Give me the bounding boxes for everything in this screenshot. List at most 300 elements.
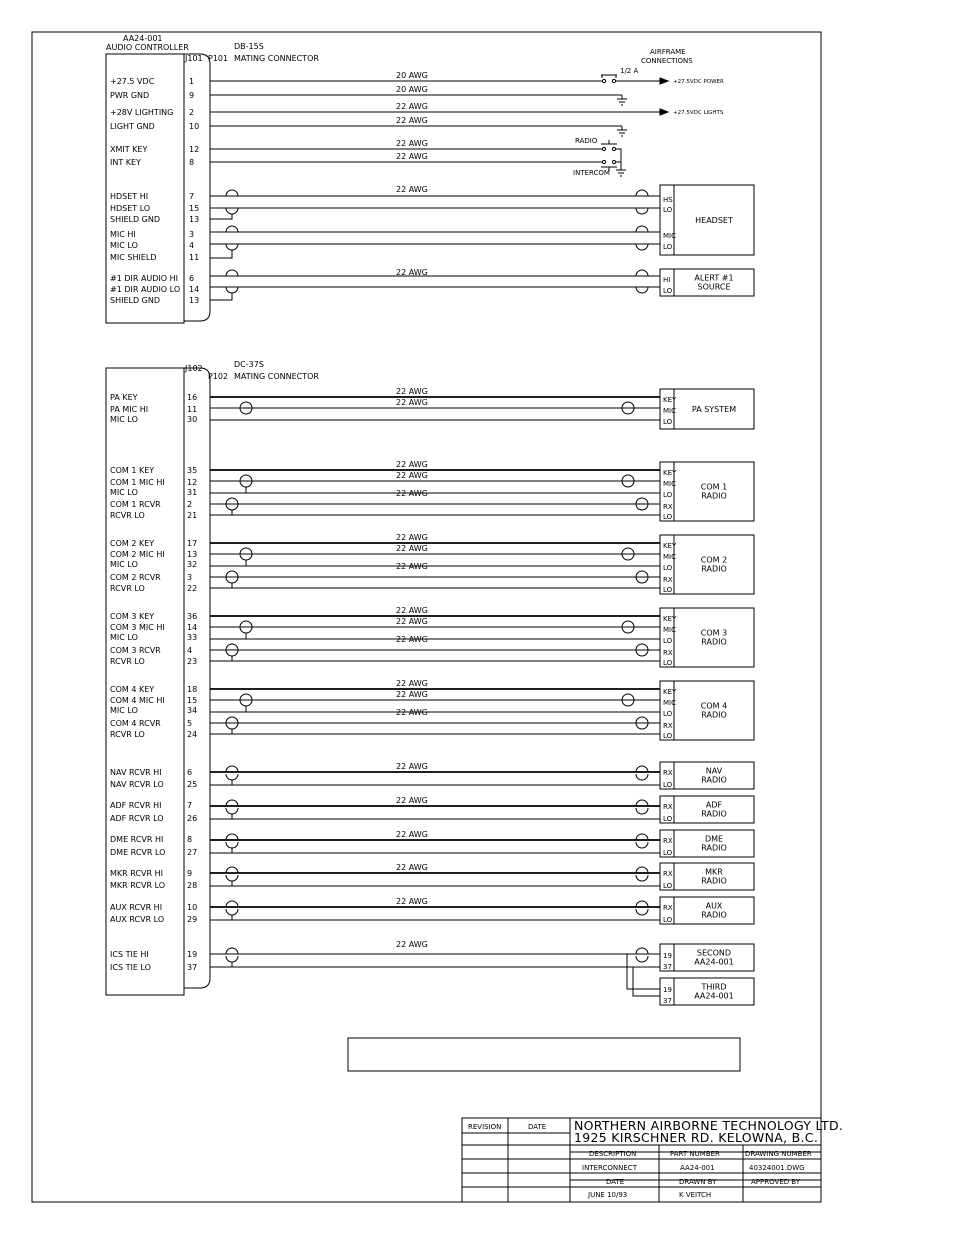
fuse-terminal-right bbox=[612, 79, 615, 82]
device-pin-label: KEY bbox=[663, 688, 677, 696]
j101-pin-number: 2 bbox=[189, 108, 195, 117]
j102-pin-number: 17 bbox=[187, 539, 198, 548]
date-label: DATE bbox=[606, 1178, 625, 1186]
device-pin-label: LO bbox=[663, 243, 673, 251]
j101-pin-number: 13 bbox=[189, 215, 200, 224]
key-ground bbox=[616, 149, 626, 176]
device-name: SECOND bbox=[696, 948, 732, 958]
wire-gauge: 22 AWG bbox=[396, 897, 428, 906]
j101-pin-label: MIC SHIELD bbox=[110, 253, 157, 262]
j102-pin-label: AUX RCVR HI bbox=[110, 903, 163, 912]
wire-gauge: 22 AWG bbox=[396, 708, 428, 717]
j101-pin-label: MIC HI bbox=[110, 230, 136, 239]
approved-by-label: APPROVED BY bbox=[751, 1178, 801, 1186]
shield-drain bbox=[210, 510, 232, 515]
device-pin-label: LO bbox=[663, 418, 673, 426]
device-name: AUX bbox=[705, 901, 723, 911]
j102-pin-number: 36 bbox=[187, 612, 198, 621]
shield-drain bbox=[210, 560, 246, 566]
intercom-switch-a bbox=[602, 160, 605, 163]
title-block bbox=[462, 1118, 843, 1202]
radio-switch-a bbox=[602, 147, 605, 150]
shield-drain bbox=[210, 214, 232, 219]
device-subname: RADIO bbox=[701, 809, 727, 819]
shield-ring-top bbox=[226, 800, 238, 806]
wire-gauge: 22 AWG bbox=[396, 830, 428, 839]
j102-pin-label: MIC LO bbox=[110, 488, 138, 497]
device-name: COM 3 bbox=[700, 628, 728, 638]
shield-drain bbox=[210, 729, 232, 734]
description-value: INTERCONNECT bbox=[582, 1164, 637, 1172]
j102-type: DC-37S bbox=[234, 360, 264, 369]
shield-ring-bottom bbox=[636, 808, 648, 814]
shield-drain bbox=[210, 583, 232, 588]
controller-name: AUDIO CONTROLLER bbox=[106, 43, 189, 52]
shield-ring-bottom bbox=[226, 208, 238, 214]
wire-gauge: 22 AWG bbox=[396, 533, 428, 542]
j101-pin-number: 1 bbox=[189, 77, 195, 86]
device-name: MKR bbox=[705, 867, 723, 877]
j102-pin-number: 22 bbox=[187, 584, 198, 593]
revision-header: REVISION bbox=[468, 1123, 502, 1131]
j102-pin-label: COM 1 RCVR bbox=[110, 500, 161, 509]
j102-pin-label: ADF RCVR LO bbox=[110, 814, 164, 823]
device-pin-label: LO bbox=[663, 206, 673, 214]
j102-pin-label: ICS TIE HI bbox=[110, 950, 149, 959]
device-name: COM 4 bbox=[700, 701, 728, 711]
j101-pin-label: SHIELD GND bbox=[110, 296, 161, 305]
shield-ring-top bbox=[636, 571, 648, 577]
j101-pin-label: MIC LO bbox=[110, 241, 138, 250]
ground-symbol-light bbox=[617, 126, 627, 136]
j102-block bbox=[106, 368, 184, 995]
shield-ring-bottom bbox=[240, 408, 252, 414]
shield-ring-bottom bbox=[622, 554, 634, 560]
device-pin-label: LO bbox=[663, 513, 673, 521]
j102-ref: J102 bbox=[185, 364, 203, 373]
j102-pin-label: COM 2 KEY bbox=[110, 539, 155, 548]
awg-lighting: 22 AWG bbox=[396, 102, 428, 111]
device-pin-label: LO bbox=[663, 732, 673, 740]
j101-pin-label: PWR GND bbox=[110, 91, 150, 100]
airframe-label-1: AIRFRAME bbox=[650, 48, 686, 56]
j101-type: DB-15S bbox=[234, 42, 264, 51]
company-name: NORTHERN AIRBORNE TECHNOLOGY LTD. bbox=[574, 1118, 844, 1133]
j102-pin-label: COM 4 KEY bbox=[110, 685, 155, 694]
j101-pin-list bbox=[110, 77, 199, 305]
shield-ring-bottom bbox=[226, 909, 238, 915]
shield-ring-top bbox=[226, 867, 238, 873]
wire-gauge: 22 AWG bbox=[396, 387, 428, 396]
shield-ring-bottom bbox=[226, 842, 238, 848]
j102-pin-number: 21 bbox=[187, 511, 198, 520]
drawing-number-value: 40324001.DWG bbox=[749, 1164, 805, 1172]
shield-ring-top bbox=[622, 621, 634, 627]
device-pin-label: 19 bbox=[663, 986, 672, 994]
j102-pin-number: 24 bbox=[187, 730, 198, 739]
j102-pin-label: COM 1 KEY bbox=[110, 466, 155, 475]
device-pin-label: LO bbox=[663, 586, 673, 594]
device-pin-label: 37 bbox=[663, 963, 672, 971]
j102-pin-label: COM 4 MIC HI bbox=[110, 696, 165, 705]
p101-connector-shell bbox=[184, 54, 210, 321]
j102-pin-number: 8 bbox=[187, 835, 193, 844]
lights-label: +27.5VDC LIGHTS bbox=[673, 110, 724, 116]
drawing-number-label: DRAWING NUMBER bbox=[745, 1150, 812, 1158]
awg-alert: 22 AWG bbox=[396, 268, 428, 277]
wire-gauge: 22 AWG bbox=[396, 635, 428, 644]
device-pin-label: LO bbox=[663, 710, 673, 718]
j101-pin-label: +28V LIGHTING bbox=[110, 108, 174, 117]
j101-pin-number: 9 bbox=[189, 91, 195, 100]
shield-ring-bottom bbox=[636, 650, 648, 656]
device-pin-label: LO bbox=[663, 564, 673, 572]
device-name: COM 1 bbox=[700, 482, 728, 492]
j101-pin-label: +27.5 VDC bbox=[110, 77, 155, 86]
j102-pin-label: MIC LO bbox=[110, 415, 138, 424]
j102-pin-number: 18 bbox=[187, 685, 198, 694]
device-pin-label: MIC bbox=[663, 407, 676, 415]
j101-pin-label: HDSET HI bbox=[110, 192, 149, 201]
device-pin-label: LO bbox=[663, 287, 673, 295]
shield-drain bbox=[210, 706, 246, 712]
drawn-by-label: DRAWN BY bbox=[679, 1178, 717, 1186]
shield-ring-bottom bbox=[226, 650, 238, 656]
device-subname: AA24-001 bbox=[694, 957, 734, 967]
device-pin-label: RX bbox=[663, 649, 673, 657]
device-pin-label: LO bbox=[663, 659, 673, 667]
company-address: 1925 KIRSCHNER RD. KELOWNA, B.C. bbox=[574, 1130, 819, 1145]
wire-gauge: 22 AWG bbox=[396, 796, 428, 805]
p101-ref: P101 bbox=[208, 54, 229, 63]
shield-ring-top bbox=[226, 226, 238, 232]
j102-pin-label: NAV RCVR LO bbox=[110, 780, 164, 789]
shield-ring-bottom bbox=[226, 723, 238, 729]
j102-pin-label: RCVR LO bbox=[110, 584, 145, 593]
shield-drain bbox=[210, 814, 232, 819]
ground-symbol-pwr bbox=[617, 95, 627, 105]
intercom-switch-b bbox=[612, 160, 615, 163]
device-subname: SOURCE bbox=[697, 282, 731, 292]
shield-ring-top bbox=[240, 475, 252, 481]
device-name: PA SYSTEM bbox=[691, 405, 737, 414]
power-label: +27.5VDC POWER bbox=[673, 79, 724, 85]
shield-ring-bottom bbox=[226, 577, 238, 583]
radio-switch-b bbox=[612, 147, 615, 150]
shield-ring-top bbox=[636, 498, 648, 504]
airframe-label-2: CONNECTIONS bbox=[641, 57, 693, 65]
p101-label: MATING CONNECTOR bbox=[234, 54, 319, 63]
j102-pin-label: MIC LO bbox=[110, 706, 138, 715]
awg-power: 20 AWG bbox=[396, 71, 428, 80]
device-name: NAV bbox=[705, 766, 723, 776]
j102-pin-number: 19 bbox=[187, 950, 198, 959]
device-subname: RADIO bbox=[701, 910, 727, 920]
device-pin-label: 19 bbox=[663, 952, 672, 960]
j102-pin-number: 31 bbox=[187, 488, 198, 497]
shield-ring-bottom bbox=[636, 723, 648, 729]
device-name: HEADSET bbox=[695, 216, 733, 225]
j102-pin-label: COM 4 RCVR bbox=[110, 719, 161, 728]
j102-pin-label: MIC LO bbox=[110, 633, 138, 642]
j102-pin-label: COM 3 RCVR bbox=[110, 646, 161, 655]
shield-ring-bottom bbox=[636, 956, 648, 962]
j102-pin-number: 6 bbox=[187, 768, 193, 777]
j102-pin-label: COM 1 MIC HI bbox=[110, 478, 165, 487]
shield-ring-top bbox=[636, 800, 648, 806]
description-label: DESCRIPTION bbox=[589, 1150, 637, 1158]
device-pin-label: LO bbox=[663, 882, 673, 890]
j102-pin-number: 12 bbox=[187, 478, 198, 487]
j102-pin-number: 5 bbox=[187, 719, 193, 728]
j102-pin-number: 9 bbox=[187, 869, 193, 878]
j102-pin-number: 28 bbox=[187, 881, 198, 890]
device-pin-label: 37 bbox=[663, 997, 672, 1005]
j102-pin-label: AUX RCVR LO bbox=[110, 915, 165, 924]
shield-ring-bottom bbox=[636, 875, 648, 881]
power-arrow bbox=[660, 78, 668, 84]
j102-pin-number: 13 bbox=[187, 550, 198, 559]
device-pin-label: RX bbox=[663, 769, 673, 777]
device-pin-label: MIC bbox=[663, 553, 676, 561]
shield-ring-bottom bbox=[226, 956, 238, 962]
j102-pin-number: 35 bbox=[187, 466, 198, 475]
device-name: ADF bbox=[705, 800, 723, 810]
device-pin-label: LO bbox=[663, 916, 673, 924]
shield-ring-top bbox=[622, 475, 634, 481]
shield-drain bbox=[210, 962, 232, 967]
shield-ring-top bbox=[240, 621, 252, 627]
shield-ring-bottom bbox=[636, 577, 648, 583]
j102-pin-number: 10 bbox=[187, 903, 198, 912]
fuse-terminal-left bbox=[602, 79, 605, 82]
shield-ring-top bbox=[226, 571, 238, 577]
shield-ring-top bbox=[226, 766, 238, 772]
device-name: ALERT #1 bbox=[694, 273, 734, 283]
wire-gauge: 22 AWG bbox=[396, 679, 428, 688]
j101-pin-label: XMIT KEY bbox=[110, 145, 148, 154]
device-pin-label: LO bbox=[663, 849, 673, 857]
device-pin-label: MIC bbox=[663, 699, 676, 707]
wire-gauge: 22 AWG bbox=[396, 489, 428, 498]
controller-model: AA24-001 bbox=[123, 34, 163, 43]
shield-ring-bottom bbox=[226, 774, 238, 780]
device-pin-label: LO bbox=[663, 491, 673, 499]
j102-pin-number: 3 bbox=[187, 573, 193, 582]
j102-pin-number: 34 bbox=[187, 706, 198, 715]
j101-pin-number: 10 bbox=[189, 122, 200, 131]
j102-pin-label: ICS TIE LO bbox=[110, 963, 151, 972]
shield-drain bbox=[210, 656, 232, 661]
j102-pin-number: 23 bbox=[187, 657, 198, 666]
shield-ring-bottom bbox=[226, 875, 238, 881]
shield-ring-bottom bbox=[636, 287, 648, 293]
shield-ring-top bbox=[636, 948, 648, 954]
p102-ref: P102 bbox=[208, 372, 229, 381]
wire-gauge: 22 AWG bbox=[396, 606, 428, 615]
device-pin-label: LO bbox=[663, 781, 673, 789]
device-pin-label: RX bbox=[663, 576, 673, 584]
j101-pin-number: 8 bbox=[189, 158, 195, 167]
shield-ring-bottom bbox=[622, 408, 634, 414]
device-pin-label: RX bbox=[663, 722, 673, 730]
awg-xmit: 22 AWG bbox=[396, 139, 428, 148]
j102-pin-label: DME RCVR HI bbox=[110, 835, 164, 844]
shield-ring-bottom bbox=[636, 909, 648, 915]
shield-ring-bottom bbox=[636, 244, 648, 250]
shield-drain bbox=[210, 915, 232, 920]
j101-pin-number: 7 bbox=[189, 192, 195, 201]
device-subname: RADIO bbox=[701, 775, 727, 785]
device-name: THIRD bbox=[701, 982, 727, 992]
j102-pin-number: 11 bbox=[187, 405, 198, 414]
shield-ring-bottom bbox=[240, 700, 252, 706]
j101-pin-label: #1 DIR AUDIO LO bbox=[110, 285, 181, 294]
shield-ring-bottom bbox=[622, 481, 634, 487]
shield-ring-bottom bbox=[226, 808, 238, 814]
device-pin-label: KEY bbox=[663, 396, 677, 404]
shield-drain bbox=[210, 780, 232, 785]
j102-pin-number: 2 bbox=[187, 500, 193, 509]
j101-pin-label: INT KEY bbox=[110, 158, 141, 167]
radio-switch-actuator bbox=[601, 140, 617, 144]
shield-ring-top bbox=[636, 190, 648, 196]
wire-gauge: 22 AWG bbox=[396, 398, 428, 407]
device-pin-label: MIC bbox=[663, 626, 676, 634]
shield-ring-top bbox=[226, 644, 238, 650]
device-pin-label: RX bbox=[663, 503, 673, 511]
shield-ring-top bbox=[636, 717, 648, 723]
j102-pin-label: PA KEY bbox=[110, 393, 138, 402]
drawn-by-value: K VEITCH bbox=[679, 1191, 712, 1199]
device-pin-label: KEY bbox=[663, 542, 677, 550]
device-pin-label: HS bbox=[663, 196, 673, 204]
j102-pin-number: 33 bbox=[187, 633, 198, 642]
j102-pin-number: 16 bbox=[187, 393, 198, 402]
j102-pin-label: MIC LO bbox=[110, 560, 138, 569]
j102-pin-number: 32 bbox=[187, 560, 198, 569]
shield-ring-top bbox=[636, 867, 648, 873]
shield-ring-bottom bbox=[636, 504, 648, 510]
j102-pin-number: 25 bbox=[187, 780, 198, 789]
shield-ring-bottom bbox=[622, 627, 634, 633]
j102-pin-label: COM 3 MIC HI bbox=[110, 623, 165, 632]
radio-key-label: RADIO bbox=[575, 137, 598, 145]
j102-pin-label: RCVR LO bbox=[110, 511, 145, 520]
ics-tie-hi-branch bbox=[627, 954, 660, 989]
j102-pin-number: 26 bbox=[187, 814, 198, 823]
notes-box bbox=[348, 1038, 740, 1071]
wire-gauge: 22 AWG bbox=[396, 471, 428, 480]
shield-ring-top bbox=[240, 548, 252, 554]
j102-pin-number: 30 bbox=[187, 415, 198, 424]
j102-pin-label: COM 2 MIC HI bbox=[110, 550, 165, 559]
shield-ring-top bbox=[226, 190, 238, 196]
j102-pin-label: PA MIC HI bbox=[110, 405, 149, 414]
j102-pin-label: ADF RCVR HI bbox=[110, 801, 162, 810]
j101-pin-number: 13 bbox=[189, 296, 200, 305]
shield-drain bbox=[210, 293, 232, 300]
j101-pin-number: 6 bbox=[189, 274, 195, 283]
j102-pin-label: COM 2 RCVR bbox=[110, 573, 161, 582]
wire-gauge: 22 AWG bbox=[396, 863, 428, 872]
j101-pin-number: 11 bbox=[189, 253, 200, 262]
device-pin-label: HI bbox=[663, 276, 671, 284]
device-pin-label: LO bbox=[663, 637, 673, 645]
fuse-symbol bbox=[601, 75, 617, 78]
j102-pin-number: 7 bbox=[187, 801, 193, 810]
shielded-wire-runs bbox=[210, 190, 660, 996]
p102-label: MATING CONNECTOR bbox=[234, 372, 319, 381]
device-name: DME bbox=[704, 834, 724, 844]
j102-pin-number: 15 bbox=[187, 696, 198, 705]
device-subname: RADIO bbox=[701, 710, 727, 720]
wire-gauge: 22 AWG bbox=[396, 940, 428, 949]
j101-ref: J101 bbox=[185, 54, 203, 63]
j102-pin-label: RCVR LO bbox=[110, 657, 145, 666]
j101-pin-label: #1 DIR AUDIO HI bbox=[110, 274, 179, 283]
shield-ring-bottom bbox=[636, 208, 648, 214]
wire-gauge: 22 AWG bbox=[396, 460, 428, 469]
shield-drain bbox=[210, 487, 246, 493]
device-pin-label: LO bbox=[663, 815, 673, 823]
shield-ring-top bbox=[636, 834, 648, 840]
lights-arrow bbox=[660, 109, 668, 115]
device-pin-label: MIC bbox=[663, 480, 676, 488]
date-header: DATE bbox=[528, 1123, 547, 1131]
shield-ring-top bbox=[240, 402, 252, 408]
j102-pin-label: RCVR LO bbox=[110, 730, 145, 739]
j101-pin-number: 4 bbox=[189, 241, 195, 250]
shield-ring-top bbox=[240, 694, 252, 700]
awg-headset: 22 AWG bbox=[396, 185, 428, 194]
j101-pin-number: 14 bbox=[189, 285, 200, 294]
j101-pin-number: 3 bbox=[189, 230, 195, 239]
device-subname: RADIO bbox=[701, 564, 727, 574]
j102-pin-number: 27 bbox=[187, 848, 198, 857]
device-pin-label: KEY bbox=[663, 469, 677, 477]
awg-light-gnd: 22 AWG bbox=[396, 116, 428, 125]
shield-ring-top bbox=[636, 226, 648, 232]
j101-pin-number: 15 bbox=[189, 204, 200, 213]
shield-ring-bottom bbox=[636, 774, 648, 780]
j102-pin-number: 4 bbox=[187, 646, 193, 655]
shield-ring-bottom bbox=[226, 287, 238, 293]
shield-drain bbox=[210, 633, 246, 639]
shield-ring-bottom bbox=[240, 481, 252, 487]
j102-pin-number: 29 bbox=[187, 915, 198, 924]
intercom-key-label: INTERCOM bbox=[573, 169, 610, 177]
shield-ring-top bbox=[636, 644, 648, 650]
shield-drain bbox=[210, 881, 232, 886]
shield-ring-top bbox=[636, 270, 648, 276]
part-number-label: PART NUMBER bbox=[670, 1150, 720, 1158]
j102-pin-label: DME RCVR LO bbox=[110, 848, 166, 857]
date-value: JUNE 10/93 bbox=[588, 1191, 628, 1199]
shield-ring-bottom bbox=[226, 504, 238, 510]
j102-pin-label: MKR RCVR LO bbox=[110, 881, 166, 890]
wire-gauge: 22 AWG bbox=[396, 562, 428, 571]
device-subname: AA24-001 bbox=[694, 991, 734, 1001]
device-pin-label: RX bbox=[663, 904, 673, 912]
shield-ring-top bbox=[226, 901, 238, 907]
device-pin-label: KEY bbox=[663, 615, 677, 623]
shield-ring-bottom bbox=[622, 700, 634, 706]
device-pin-label: RX bbox=[663, 837, 673, 845]
wire-gauge: 22 AWG bbox=[396, 544, 428, 553]
shield-ring-bottom bbox=[636, 842, 648, 848]
device-name: COM 2 bbox=[700, 555, 728, 565]
